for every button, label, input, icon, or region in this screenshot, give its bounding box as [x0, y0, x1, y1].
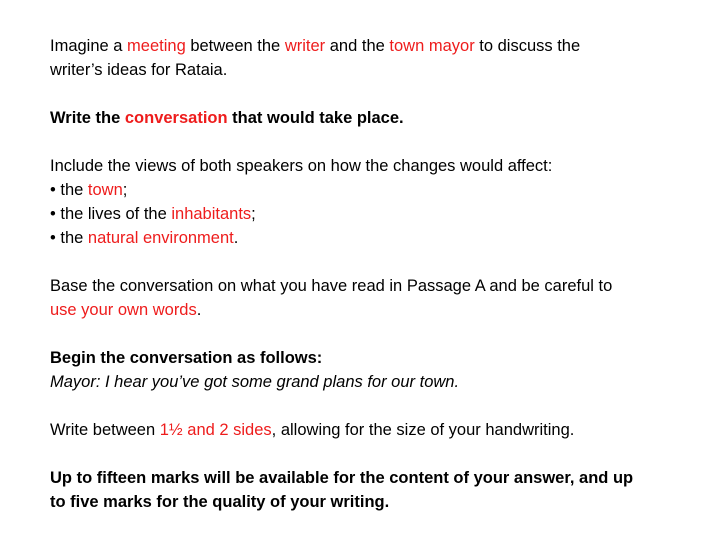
bullet-item-environment	[50, 226, 710, 250]
keyword-inhabitants: inhabitants	[171, 205, 252, 223]
begin-heading: Begin the conversation as follows:	[50, 349, 323, 367]
include-paragraph	[50, 154, 710, 250]
keyword-natural-environment: natural environment	[87, 229, 234, 247]
begin-paragraph	[50, 346, 710, 394]
spacer	[50, 250, 710, 274]
intro-text-3: and the	[325, 37, 390, 55]
bullet-item-post: ;	[122, 181, 128, 199]
task-text-2: that would take place.	[227, 109, 404, 127]
bullet-glyph: •	[50, 229, 61, 247]
bullet-glyph: •	[50, 181, 61, 199]
bullet-item-town	[50, 178, 710, 202]
length-paragraph	[50, 418, 710, 442]
marks-line-1: Up to fifteen marks will be available for the content of your answer, and up	[50, 469, 634, 487]
bullet-item-post: .	[233, 229, 239, 247]
bullet-item-post: ;	[251, 205, 256, 223]
base-end: .	[196, 301, 202, 319]
marks-paragraph	[50, 466, 710, 514]
spacer	[50, 394, 710, 418]
intro-line-2: writer’s ideas for Rataia.	[50, 61, 228, 79]
task-instructions	[50, 34, 710, 514]
keyword-own-words: use your own words	[50, 301, 197, 319]
task-text-1: Write the	[50, 109, 125, 127]
keyword-town: town	[87, 181, 123, 199]
include-lead: Include the views of both speakers on how the changes would affect:	[50, 157, 553, 175]
keyword-writer: writer	[284, 37, 326, 55]
mayor-opening-line: Mayor: I hear you’ve got some grand plans for our town.	[50, 373, 460, 391]
task-paragraph	[50, 106, 710, 130]
base-paragraph	[50, 274, 710, 322]
intro-text-1: Imagine a	[50, 37, 128, 55]
keyword-sides: 1½ and 2 sides	[159, 421, 272, 439]
marks-line-2: to five marks for the quality of your writing.	[50, 493, 390, 511]
bullet-item-inhabitants	[50, 202, 710, 226]
length-text-2: , allowing for the size of your handwriting.	[271, 421, 575, 439]
bullet-item-pre: the lives of the	[60, 205, 172, 223]
bullet-glyph: •	[50, 205, 61, 223]
spacer	[50, 322, 710, 346]
length-text-1: Write between	[50, 421, 160, 439]
bullet-item-pre: the	[60, 229, 88, 247]
spacer	[50, 82, 710, 106]
intro-text-4: to discuss the	[474, 37, 581, 55]
spacer	[50, 130, 710, 154]
keyword-meeting: meeting	[127, 37, 186, 55]
keyword-town-mayor: town mayor	[389, 37, 475, 55]
intro-text-2: between the	[185, 37, 285, 55]
keyword-conversation: conversation	[124, 109, 228, 127]
base-line-1: Base the conversation on what you have read in Passage A and be careful to	[50, 277, 613, 295]
spacer	[50, 442, 710, 466]
bullet-item-pre: the	[60, 181, 88, 199]
intro-paragraph	[50, 34, 710, 82]
